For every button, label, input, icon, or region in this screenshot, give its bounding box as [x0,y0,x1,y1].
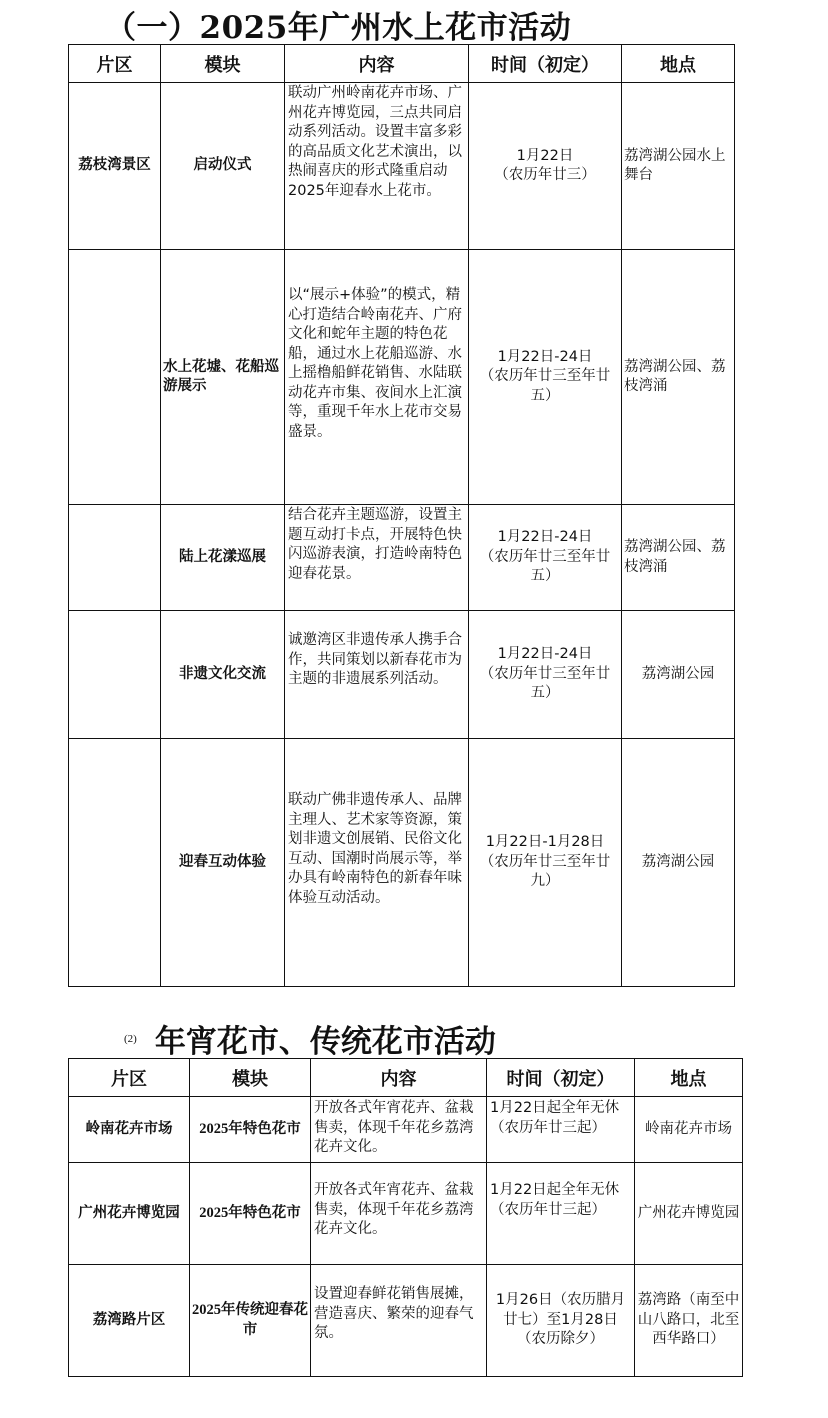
module-cell: 2025年特色花市 [190,1097,311,1163]
table-row [69,1097,743,1163]
header-zone: 片区 [69,1059,190,1097]
content-cell: 联动广州岭南花卉市场、广州花卉博览园，三点共同启动系列活动。设置丰富多彩的高品质文化艺术演出，以热闹喜庆的形式隆重启动2025年迎春水上花市。 [285,83,469,250]
table-header-row [69,1059,743,1097]
time-cell: 1月26日（农历腊月廿七）至1月28日（农历除夕） [487,1265,635,1377]
content-cell: 结合花卉主题巡游，设置主题互动打卡点，开展特色快闪巡游表演，打造岭南特色迎春花景。 [285,505,469,611]
zone-cell [69,505,161,611]
module-cell: 启动仪式 [161,83,285,250]
section2-title: 年宵花市、传统花市活动 [154,1024,496,1060]
header-time: 时间（初定） [487,1059,635,1097]
content-cell: 设置迎春鲜花销售展摊，营造喜庆、繁荣的迎春气氛。 [311,1265,487,1377]
water-flower-market-table [68,44,735,987]
content-cell: 开放各式年宵花卉、盆栽售卖，体现千年花乡荔湾花卉文化。 [311,1097,487,1163]
content-cell: 开放各式年宵花卉、盆栽售卖，体现千年花乡荔湾花卉文化。 [311,1163,487,1265]
place-cell: 岭南花卉市场 [635,1097,743,1163]
table-row [69,1265,743,1377]
zone-cell: 岭南花卉市场 [69,1097,190,1163]
content-cell: 诚邀湾区非遗传承人携手合作，共同策划以新春花市为主题的非遗展系列活动。 [285,611,469,739]
module-cell: 陆上花漾巡展 [161,505,285,611]
header-zone: 片区 [69,45,161,83]
zone-cell [69,250,161,505]
time-cell: 1月22日-24日 （农历年廿三至年廿五） [469,611,622,739]
table-row [69,739,735,987]
table-row [69,250,735,505]
time-cell: 1月22日-24日 （农历年廿三至年廿五） [469,250,622,505]
zone-cell: 荔枝湾景区 [69,83,161,250]
section2-heading [124,1016,496,1061]
place-cell: 荔湾湖公园水上舞台 [622,83,735,250]
place-cell: 荔湾路（南至中山八路口，北至西华路口） [635,1265,743,1377]
content-cell: 以“展示+体验”的模式，精心打造结合岭南花卉、广府文化和蛇年主题的特色花船，通过水上花船巡游、水上摇橹船鲜花销售、水陆联动花卉市集、夜间水上汇演等，重现千年水上花市交易盛景。 [285,250,469,505]
table-header-row [69,45,735,83]
header-module: 模块 [161,45,285,83]
zone-cell: 广州花卉博览园 [69,1163,190,1265]
time-cell: 1月22日-24日 （农历年廿三至年廿五） [469,505,622,611]
time-cell: 1月22日起全年无休（农历年廿三起） [487,1163,635,1265]
place-cell: 荔湾湖公园 [622,611,735,739]
module-cell: 2025年特色花市 [190,1163,311,1265]
section1-title: （一）2025年广州水上花市活动 [105,10,572,46]
place-cell: 广州花卉博览园 [635,1163,743,1265]
zone-cell [69,611,161,739]
time-cell: 1月22日 （农历年廿三） [469,83,622,250]
traditional-flower-market-table [68,1058,743,1377]
section2-number: (2) [124,1032,137,1045]
header-content: 内容 [311,1059,487,1097]
time-cell: 1月22日-1月28日 （农历年廿三至年廿九） [469,739,622,987]
place-cell: 荔湾湖公园、荔枝湾涌 [622,505,735,611]
module-cell: 迎春互动体验 [161,739,285,987]
zone-cell [69,739,161,987]
module-cell: 水上花墟、花船巡游展示 [161,250,285,505]
place-cell: 荔湾湖公园、荔枝湾涌 [622,250,735,505]
zone-cell: 荔湾路片区 [69,1265,190,1377]
module-cell: 非遗文化交流 [161,611,285,739]
header-module: 模块 [190,1059,311,1097]
table-row [69,83,735,250]
module-cell: 2025年传统迎春花市 [190,1265,311,1377]
table-row [69,611,735,739]
header-place: 地点 [635,1059,743,1097]
place-cell: 荔湾湖公园 [622,739,735,987]
time-cell: 1月22日起全年无休（农历年廿三起） [487,1097,635,1163]
header-time: 时间（初定） [469,45,622,83]
header-content: 内容 [285,45,469,83]
header-place: 地点 [622,45,735,83]
content-cell: 联动广佛非遗传承人、品牌主理人、艺术家等资源，策划非遗文创展销、民俗文化互动、国潮时尚展示等，举办具有岭南特色的新春年味体验互动活动。 [285,739,469,987]
table-row [69,1163,743,1265]
table-row [69,505,735,611]
